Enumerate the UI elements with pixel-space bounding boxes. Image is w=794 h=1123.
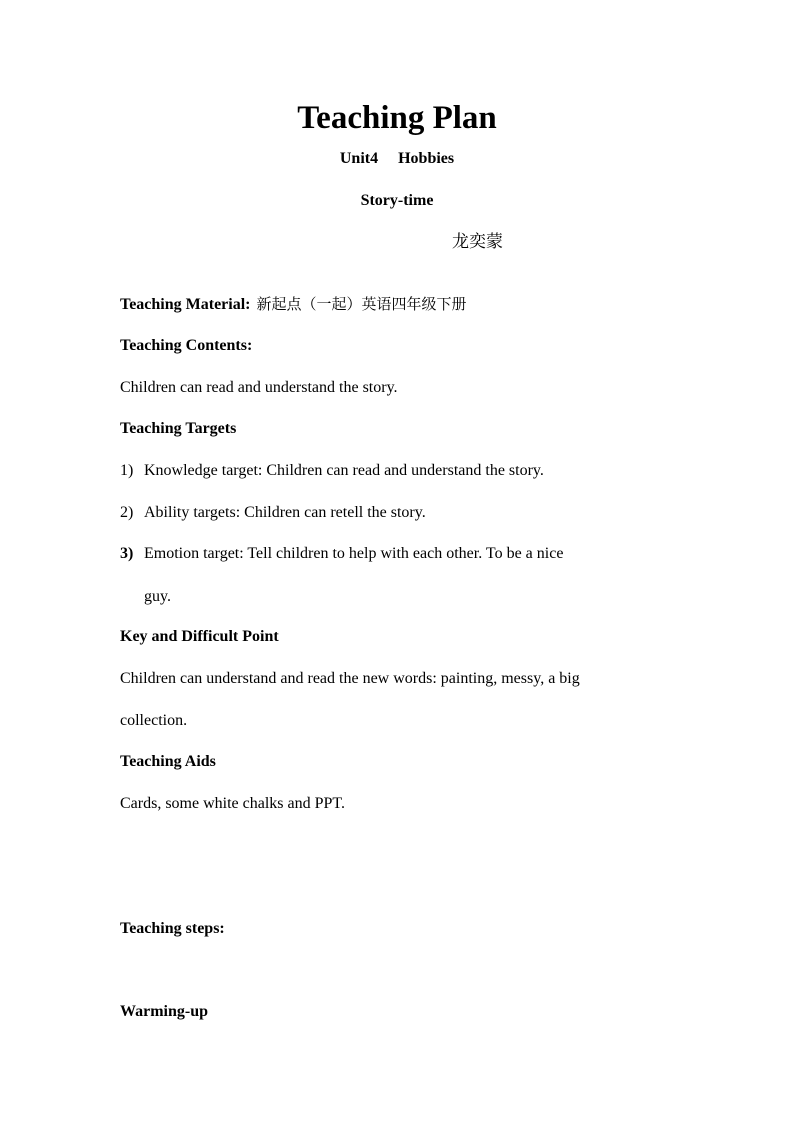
target-number: 3)	[120, 545, 134, 562]
target-item	[120, 461, 544, 481]
target-number: 2)	[120, 504, 134, 521]
key-heading: Key and Difficult Point	[120, 628, 279, 645]
target-item	[120, 503, 426, 523]
key-text-line2: collection.	[120, 712, 188, 729]
teaching-material-line	[120, 295, 467, 315]
contents-text: Children can read and understand the story.	[120, 379, 398, 396]
target-text: Ability targets: Children can retell the story.	[144, 504, 426, 521]
unit-number: Unit4	[339, 150, 379, 167]
contents-heading: Teaching Contents:	[120, 337, 253, 354]
aids-heading: Teaching Aids	[120, 753, 216, 770]
target-text: Emotion target: Tell children to help with each other. To be a nice	[144, 545, 564, 562]
warmup-heading: Warming-up	[120, 1003, 209, 1020]
targets-heading: Teaching Targets	[120, 420, 237, 437]
page-title: Teaching Plan	[297, 100, 497, 136]
lesson-heading: Story-time	[360, 192, 434, 209]
author-name: 龙奕蒙	[452, 232, 503, 251]
aids-text: Cards, some white chalks and PPT.	[120, 795, 346, 812]
material-value: 新起点（一起）英语四年级下册	[256, 297, 467, 313]
unit-topic: Hobbies	[398, 150, 455, 167]
target-text: Knowledge target: Children can read and understand the story.	[144, 462, 544, 479]
target-item	[120, 544, 563, 564]
target-number: 1)	[120, 462, 134, 479]
key-text-line1: Children can understand and read the new words: painting, messy, a big	[120, 670, 580, 687]
unit-heading	[0, 149, 794, 169]
material-label: Teaching Material:	[120, 296, 251, 313]
steps-heading: Teaching steps:	[120, 920, 225, 937]
target-continuation: guy.	[144, 588, 171, 605]
